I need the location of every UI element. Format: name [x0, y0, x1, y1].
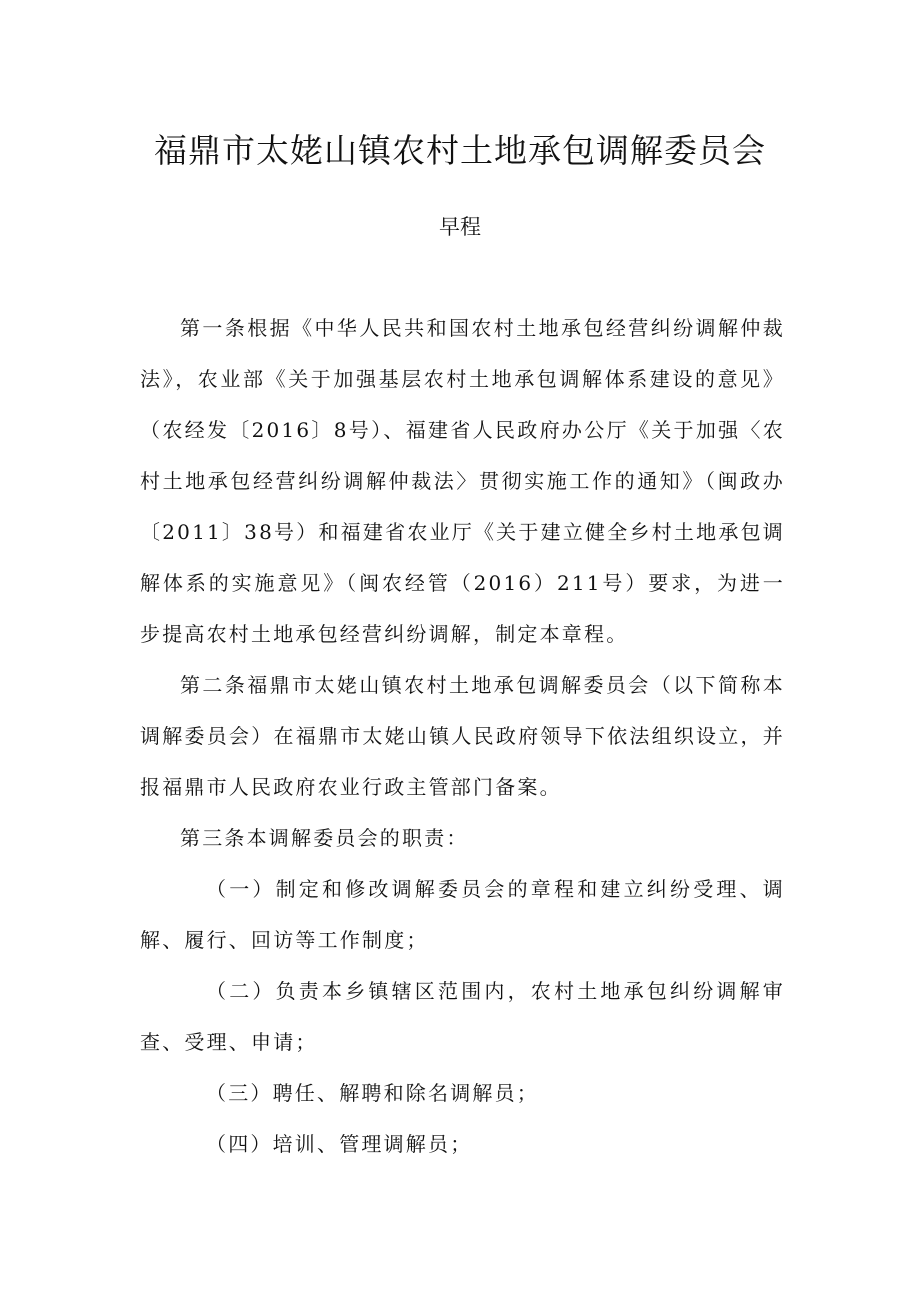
document-title: 福鼎市太姥山镇农村土地承包调解委员会: [154, 131, 766, 170]
document-subtitle: 早程: [439, 215, 481, 239]
article-3-item-3: （三）聘任、解聘和除名调解员；: [206, 1081, 539, 1105]
document-body: [140, 303, 785, 1170]
article-1-paragraph: 第一条根据《中华人民共和国农村土地承包经营纠纷调解仲裁法》，农业部《关于加强基层农村土地承包调解体系建设的意见》（农经发〔2016〕8号）、福建省人民政府办公厅《关于加强〈农村土地承包经营纠纷调解仲裁法〉贯彻实施工作的通知》（闽政办〔2011〕38号）和福建省农业厅《关于建立健全乡村土地承包调解体系的实施意见》（闽农经管（2016）211号）要求，为进一步提高农村土地承包经营纠纷调解，制定本章程。: [140, 316, 785, 646]
article-3-item-4: （四）培训、管理调解员；: [206, 1132, 473, 1156]
article-2-paragraph: 第二条福鼎市太姥山镇农村土地承包调解委员会（以下简称本调解委员会）在福鼎市太姥山镇人民政府领导下依法组织设立，并报福鼎市人民政府农业行政主管部门备案。: [140, 673, 785, 799]
article-3-item-1: （一）制定和修改调解委员会的章程和建立纠纷受理、调解、履行、回访等工作制度；: [140, 877, 785, 952]
article-3-heading: 第三条本调解委员会的职责：: [180, 826, 469, 850]
article-3-item-2: （二）负责本乡镇辖区范围内，农村土地承包纠纷调解审查、受理、申请；: [140, 979, 785, 1054]
